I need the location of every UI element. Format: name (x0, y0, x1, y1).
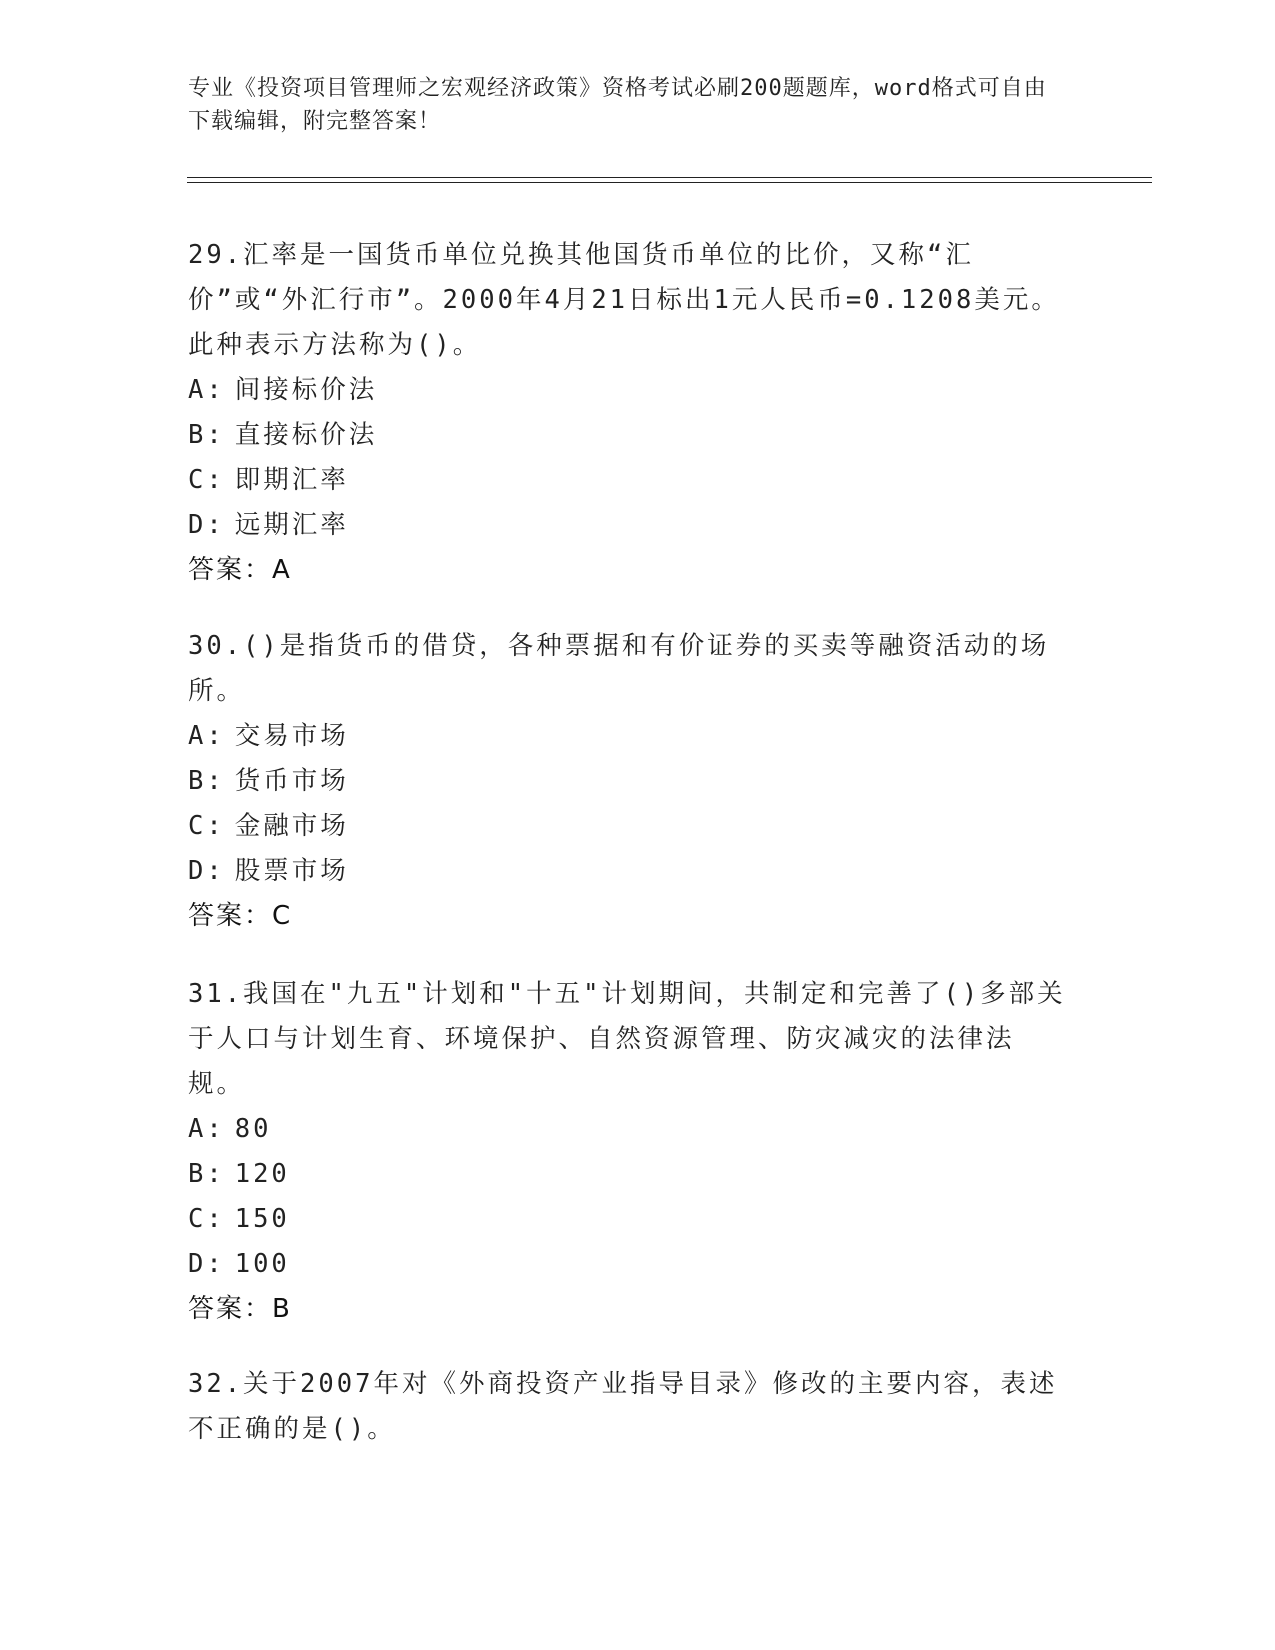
option-letter: D: (188, 510, 225, 540)
question-stem: 29.汇率是一国货币单位兑换其他国货币单位的比价，又称“汇价”或“外汇行市”。2000年4月21日标出1元人民币=0.1208美元。此种表示方法称为()。 (188, 240, 1060, 360)
option-text: 远期汇率 (234, 510, 349, 540)
option-text: 股票市场 (234, 856, 349, 886)
option-c (188, 804, 1068, 849)
option-letter: A: (188, 1114, 225, 1144)
question-30 (188, 624, 1068, 939)
option-letter: A: (188, 375, 225, 405)
answer: 答案：A (188, 555, 292, 585)
question-31 (188, 972, 1068, 1332)
option-text: 100 (234, 1249, 290, 1279)
option-letter: C: (188, 811, 225, 841)
answer: 答案：B (188, 1294, 292, 1324)
option-letter: D: (188, 856, 225, 886)
option-text: 即期汇率 (234, 465, 349, 495)
option-letter: A: (188, 721, 225, 751)
question-32 (188, 1362, 1068, 1452)
option-text: 货币市场 (234, 766, 349, 796)
question-stem: 30.()是指货币的借贷，各种票据和有价证券的买卖等融资活动的场所。 (188, 631, 1050, 706)
option-d (188, 503, 1068, 548)
header-divider-bottom (187, 182, 1152, 183)
header-divider-top (187, 177, 1152, 178)
option-a (188, 714, 1068, 759)
option-letter: D: (188, 1249, 225, 1279)
question-29 (188, 233, 1068, 593)
option-b (188, 1152, 1068, 1197)
option-letter: C: (188, 1204, 225, 1234)
option-text: 150 (234, 1204, 290, 1234)
option-d (188, 1242, 1068, 1287)
option-text: 直接标价法 (234, 420, 378, 450)
question-stem: 32.关于2007年对《外商投资产业指导目录》修改的主要内容，表述不正确的是()。 (188, 1369, 1058, 1444)
option-a (188, 1107, 1068, 1152)
option-text: 交易市场 (234, 721, 349, 751)
answer: 答案：C (188, 901, 293, 931)
option-text: 80 (234, 1114, 272, 1144)
option-c (188, 458, 1068, 503)
option-text: 120 (234, 1159, 290, 1189)
option-letter: B: (188, 766, 225, 796)
option-b (188, 413, 1068, 458)
option-letter: C: (188, 465, 225, 495)
option-d (188, 849, 1068, 894)
document-header: 专业《投资项目管理师之宏观经济政策》资格考试必刷200题题库，word格式可自由下载编辑，附完整答案！ (188, 76, 1047, 134)
question-stem: 31.我国在"九五"计划和"十五"计划期间，共制定和完善了()多部关于人口与计划生育、环境保护、自然资源管理、防灾减灾的法律法规。 (188, 979, 1066, 1099)
option-b (188, 759, 1068, 804)
option-letter: B: (188, 1159, 225, 1189)
option-a (188, 368, 1068, 413)
option-letter: B: (188, 420, 225, 450)
option-c (188, 1197, 1068, 1242)
option-text: 金融市场 (234, 811, 349, 841)
option-text: 间接标价法 (234, 375, 378, 405)
